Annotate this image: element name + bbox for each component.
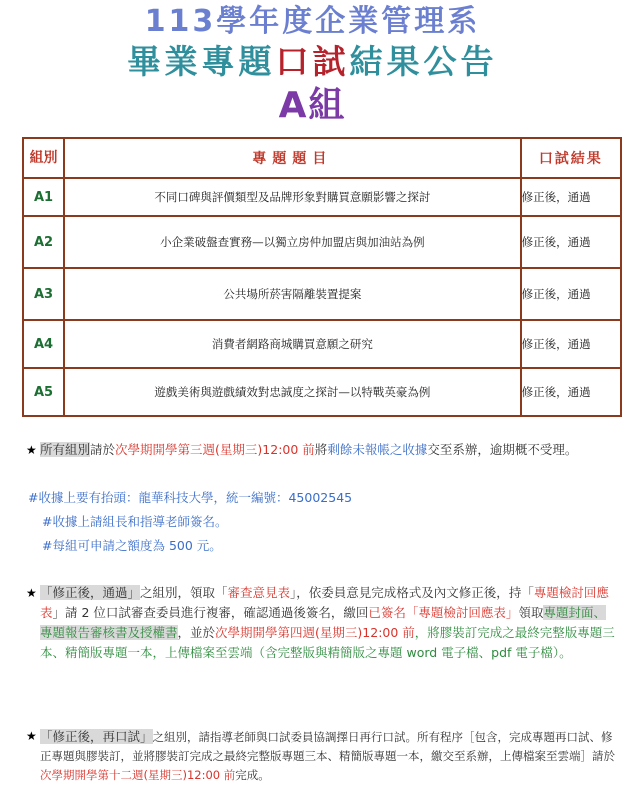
text-segment: 請於 [90,442,116,457]
text-segment: 之組別，領取「 [140,585,228,600]
group-id: A2 [23,216,64,268]
title-part-result: 結果公告 [349,42,498,81]
table-row [23,368,621,416]
deadline-week3: 次學期開學第三週(星期三)12:00 前 [115,442,315,457]
text-segment: 交至系辦，逾期概 [427,442,528,457]
project-title: 小企業破盤查實務—以獨立房仲加盟店與加油站為例 [64,216,521,268]
text-segment: ，並於 [177,625,216,640]
column-header-group: 組別 [23,138,64,178]
text-segment: 」，依委員意見完成格式及內文修正後， [290,585,509,600]
highlight-all-groups: 所有組別 [40,442,91,457]
exam-result: 修正後，通過 [521,178,621,216]
binding-upload-instructions: ，將膠裝訂完成之最終完整版專題三本、精簡版專題一本，上傳檔案至雲端（含完整版與精簡版之專題 word 電子檔、pdf 電子檔）。 [40,625,615,660]
cover-and-forms: 專題封面、專題報告審核書及授權書 [40,605,606,640]
project-title: 消費者網路商城購買意願之研究 [64,320,521,368]
notice-receipts [28,440,618,460]
group-id: A4 [23,320,64,368]
text-segment: 」請 2 位口試審查委員進行複審，確認通過後簽名，繳回 [52,605,369,620]
text-segment: 不受理。 [527,442,578,457]
group-id: A5 [23,368,64,416]
text-segment: 之組別，請指導老師與口試委員協調擇日再行口試。所有程序［包含，完成專題再口試、修正專題與膠裝訂，並將膠裝訂完成之最終完整版專題三本、精簡版專題一本，繳交至系辦，上傳檔案至雲端］請於 [40,730,615,763]
notice-receipts-text [28,440,618,460]
notice-revise-reexam [28,727,618,785]
notice-revise-pass-text [28,583,618,663]
receipts-highlight: 剩餘未報帳之收據 [327,442,428,457]
review-form-label: 審查意見表 [227,585,291,600]
text-segment: 領取 [518,605,544,620]
group-id: A1 [23,178,64,216]
star-bullet-icon: ★ [26,729,37,743]
column-header-result: 口試結果 [521,138,621,178]
text-segment: 持「 [508,585,534,600]
project-title: 公共場所菸害隔離裝置提案 [64,268,521,320]
page-title-group: A組 [278,85,347,126]
project-title: 不同口碑與評價類型及品牌形象對購買意願影響之探討 [64,178,521,216]
receipt-note-title: #收據上要有抬頭：龍華科技大學，統一編號：45002545 [28,490,353,505]
deadline-week12: 次學期開學第十二週(星期三)12:00 前 [40,768,236,782]
page-title-announcement [0,42,625,82]
column-header-title: 專題題目 [64,138,521,178]
notice-revise-reexam-text [28,727,618,785]
star-bullet-icon: ★ [26,443,37,457]
title-part-oral-exam: 口試 [275,42,350,81]
group-id: A3 [23,268,64,320]
receipt-note-signature: #收據上請組長和指導老師簽名。 [42,514,228,529]
table-row [23,320,621,368]
star-bullet-icon: ★ [26,586,37,600]
results-table [22,137,622,417]
signed-response-form: 已簽名「專題檢討回應表」 [368,605,519,620]
exam-result: 修正後，通過 [521,268,621,320]
table-row [23,268,621,320]
page-title-department: 113學年度企業管理系 [144,4,481,39]
text-segment: 將 [314,442,328,457]
table-row [23,178,621,216]
highlight-revise-pass: 「修正後，通過」 [40,585,141,600]
deadline-week4: 次學期開學第四週(星期三)12:00 前 [215,625,415,640]
exam-result: 修正後，通過 [521,320,621,368]
table-row [23,216,621,268]
notice-revise-pass [28,583,618,663]
response-form-label: 專題檢討回應表 [40,585,609,620]
receipt-note-amount: #每組可申請之額度為 500 元。 [42,538,222,553]
title-part-project: 畢業專題 [127,42,276,81]
highlight-revise-reexam: 「修正後，再口試」 [40,729,153,744]
table-header-row [23,138,621,178]
project-title: 遊戲美術與遊戲績效對忠誠度之探討—以特戰英豪為例 [64,368,521,416]
exam-result: 修正後，通過 [521,368,621,416]
exam-result: 修正後，通過 [521,216,621,268]
text-segment: 完成。 [235,768,270,782]
